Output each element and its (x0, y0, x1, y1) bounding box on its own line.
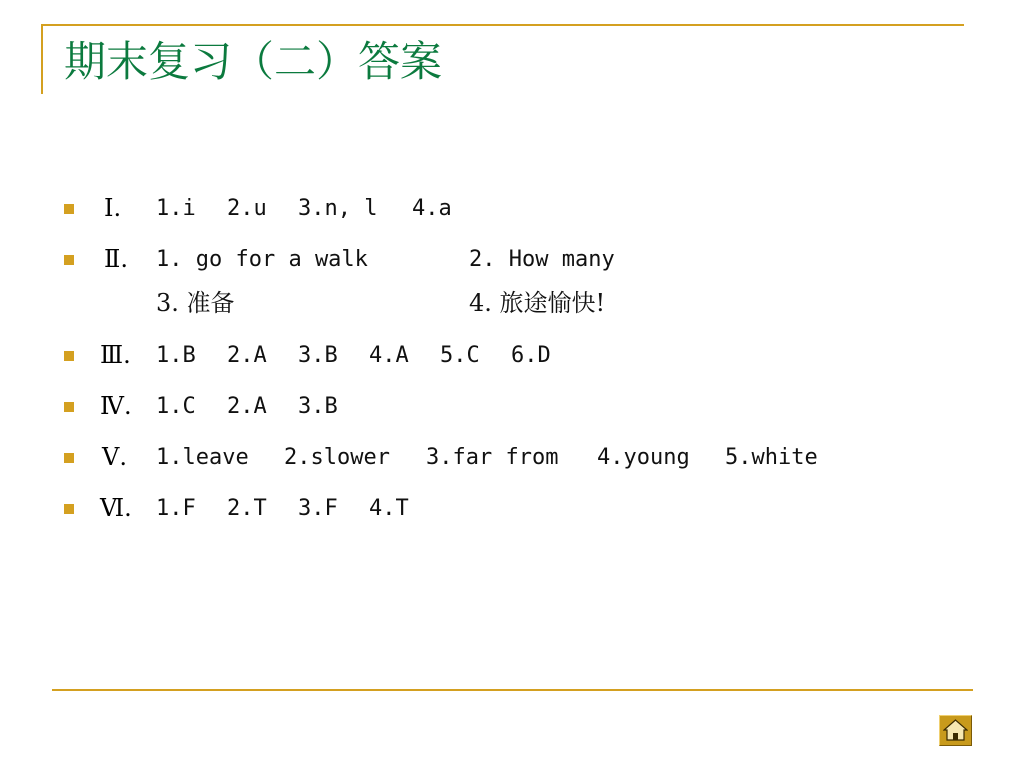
answer-item: 6.D (511, 343, 551, 368)
answer-item: 4.T (369, 496, 409, 521)
page-title: 期末复习（二）答案 (64, 37, 443, 86)
answer-item: 2.A (227, 394, 267, 419)
bullet-square-icon (64, 351, 74, 361)
answer-item: 3. 准备 (156, 289, 235, 317)
answer-item: 3.B (298, 394, 338, 419)
bullet-square-icon (64, 453, 74, 463)
answer-item: 2.u (227, 196, 267, 221)
answer-item: 4.a (412, 196, 452, 221)
answer-item: 2.slower (284, 445, 390, 470)
bullet-square-icon (64, 504, 74, 514)
home-button[interactable] (939, 715, 972, 746)
answer-item: 4. 旅途愉快! (469, 289, 606, 317)
answer-item: 3.F (298, 496, 338, 521)
answer-item: 1.i (156, 196, 196, 221)
answer-item: 2.T (227, 496, 267, 521)
section-numeral: Ⅳ. (100, 392, 132, 420)
bullet-square-icon (64, 255, 74, 265)
answer-item: 3.far from (426, 445, 559, 470)
bullet-square-icon (64, 204, 74, 214)
answer-item: 1.B (156, 343, 196, 368)
section-numeral: Ⅲ. (100, 341, 131, 369)
answer-item: 4.young (597, 445, 690, 470)
section-numeral: Ⅰ. (104, 194, 122, 222)
section-numeral: Ⅵ. (100, 494, 132, 522)
answer-item: 1. go for a walk (156, 247, 368, 272)
answer-item: 1.leave (156, 445, 249, 470)
answer-item: 5.C (440, 343, 480, 368)
answer-item: 1.C (156, 394, 196, 419)
answer-item: 3.B (298, 343, 338, 368)
answer-item: 5.white (725, 445, 818, 470)
footer-rule (52, 689, 973, 691)
home-icon (943, 719, 968, 742)
answer-item: 3.n, l (298, 196, 378, 221)
section-numeral: Ⅱ. (104, 245, 128, 273)
answer-item: 2. How many (469, 247, 615, 272)
bullet-square-icon (64, 402, 74, 412)
answer-item: 2.A (227, 343, 267, 368)
section-numeral: Ⅴ. (102, 443, 127, 471)
answer-item: 4.A (369, 343, 409, 368)
answer-item: 1.F (156, 496, 196, 521)
